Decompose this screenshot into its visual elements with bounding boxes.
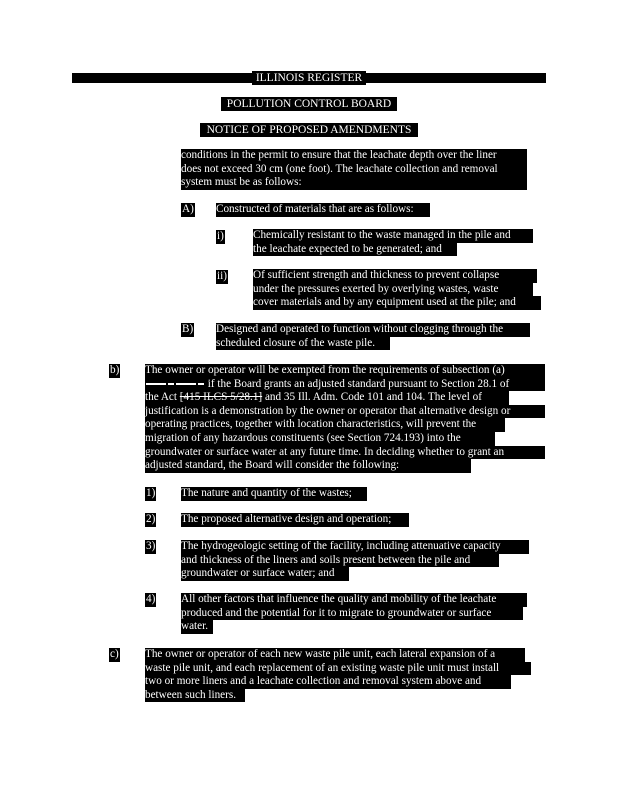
sub-ii-text (253, 269, 541, 310)
sub-ii-line: cover materials and by any equipment used at the pile; and (253, 296, 541, 310)
section-c-line: between such liners. (145, 689, 245, 703)
section-b-paragraph (145, 364, 545, 473)
sub-i-text (253, 229, 533, 256)
section-c-paragraph (145, 648, 531, 702)
item-4-line: All other factors that influence the quality and mobility of the leachate (181, 593, 527, 607)
struck-citation: [415 ILCS 5/28.1] (179, 391, 263, 404)
item-4-label: 4) (146, 593, 156, 605)
item-3-text (181, 540, 529, 581)
section-b-line3-b: and 35 Ill. Adm. Code 101 and 104. The level of (262, 391, 482, 404)
item-a-label: A) (182, 203, 194, 215)
board-title: POLLUTION CONTROL BOARD (221, 97, 397, 111)
sub-i-line: the leachate expected to be generated; and (253, 243, 457, 257)
item-4-text (181, 593, 527, 634)
item-b-line: Designed and operated to function without clogging through the (216, 323, 530, 337)
item-a-line: Constructed of materials that are as follows: (216, 203, 430, 217)
section-c-label: c) (110, 648, 119, 660)
item-1-text (181, 487, 367, 501)
section-b-line: adjusted standard, the Board will consider the following: (145, 459, 471, 473)
redaction-mark (198, 383, 204, 385)
sub-i-line: Chemically resistant to the waste managed in the pile and (253, 229, 533, 243)
notice-title: NOTICE OF PROPOSED AMENDMENTS (200, 123, 418, 137)
redaction-mark (146, 383, 166, 385)
item-3-line: and thickness of the liners and soils present between the pile and (181, 554, 499, 568)
sub-ii-line: under the pressures exerted by overlying wastes, waste (253, 283, 533, 297)
section-b-line: operating practices, together with location characteristics, will prevent the (145, 418, 505, 432)
section-c-line: waste pile unit, and each replacement of an existing waste pile unit must install (145, 662, 531, 676)
item-2-label: 2) (146, 513, 156, 525)
item-3-line: groundwater or surface water; and (181, 567, 349, 581)
item-a-text (216, 203, 430, 217)
item-3-line: The hydrogeologic setting of the facility, including attenuative capacity (181, 540, 529, 554)
sub-i-label: i) (217, 230, 224, 242)
intro-line: conditions in the permit to ensure that the leachate depth over the liner (181, 149, 527, 163)
section-b-line2-text: if the Board grants an adjusted standard pursuant to Section 28.1 of (205, 377, 510, 390)
sub-ii-line: Of sufficient strength and thickness to prevent collapse (253, 269, 537, 283)
section-b-label: b) (110, 364, 120, 376)
item-b-line: scheduled closure of the waste pile. (216, 337, 390, 351)
section-b-line: migration of any hazardous constituents (see Section 724.193) into the (145, 432, 495, 446)
item-b-text (216, 323, 530, 350)
redaction-mark (176, 383, 196, 385)
section-b-line: The owner or operator will be exempted from the requirements of subsection (a) (145, 364, 545, 378)
intro-paragraph (181, 149, 527, 190)
section-b-line: justification is a demonstration by the owner or operator that alternative design or (145, 405, 545, 419)
item-4-line: produced and the potential for it to migrate to groundwater or surface (181, 607, 523, 621)
item-1-line: The nature and quantity of the wastes; (181, 487, 367, 501)
redaction-mark (168, 383, 174, 385)
section-b-line: groundwater or surface water at any future time. In deciding whether to grant an (145, 446, 545, 460)
item-4-line: water. (181, 620, 213, 634)
item-b-label: B) (182, 323, 194, 335)
item-2-line: The proposed alternative design and operation; (181, 513, 409, 527)
intro-line: system must be as follows: (181, 176, 527, 190)
intro-line: does not exceed 30 cm (one foot). The leachate collection and removal (181, 163, 527, 177)
section-c-line: two or more liners and a leachate collection and removal system above and (145, 675, 511, 689)
section-c-line: The owner or operator of each new waste pile unit, each lateral expansion of a (145, 648, 525, 662)
register-title: ILLINOIS REGISTER (252, 71, 366, 85)
item-1-label: 1) (146, 487, 156, 499)
section-b-line (145, 391, 509, 405)
section-b-line3-a: the Act (145, 391, 180, 404)
section-b-line (145, 378, 545, 392)
sub-ii-label: ii) (217, 270, 227, 282)
item-2-text (181, 513, 409, 527)
item-3-label: 3) (146, 540, 156, 552)
